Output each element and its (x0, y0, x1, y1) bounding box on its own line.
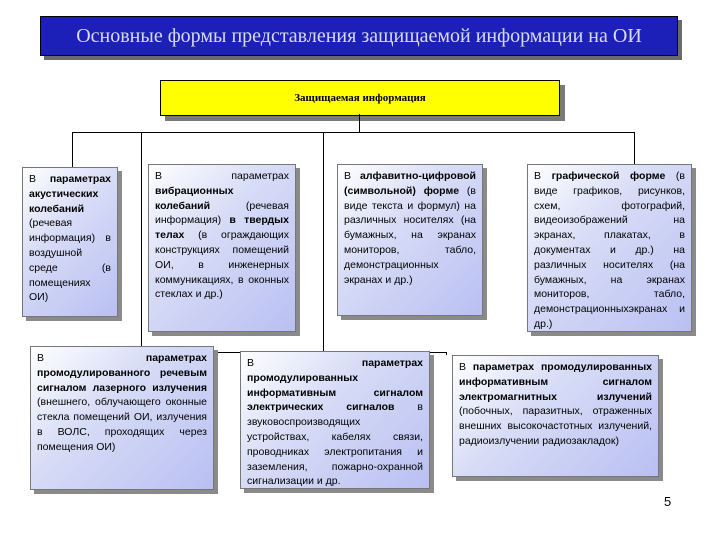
box-acoustic-pre: В (29, 173, 50, 185)
box-acoustic-post: (речевая информация) в воздушной среде (в помещениях ОИ) (29, 217, 111, 304)
box-electric-post: в звуковоспроизводящих устройствах, кабелях связи, проводниках электропитания и заземления, пожарно-охранной сигнализации и др. (247, 401, 423, 488)
slide-title (40, 16, 678, 56)
root-node (160, 80, 560, 116)
box-em-pre: В (459, 361, 473, 373)
connector-em (446, 352, 447, 355)
box-alpha-post: (в виде текста и формул) на различных носителях (на бумажных, на экранах мониторов, табло, демонстрационных экранах и др.) (344, 184, 476, 286)
box-laser-bold: параметрах промодулированного речевым сигналом лазерного излучения (37, 352, 207, 394)
box-laser-post: (внешнего, облучающего оконные стекла помещений ОИ, излучения в ВОЛС, проходящих через помещения ОИ) (37, 396, 207, 453)
box-vibration-mid: (речевая информация) (155, 199, 289, 227)
box-laser (30, 346, 214, 490)
box-vibration-post: (в ограждающих конструкциях помещений ОИ, в инженерных коммуникациях, в оконных стеклах и др.) (155, 229, 289, 301)
slide-title-text: Основные формы представления защищаемой информации на ОИ (76, 24, 642, 47)
connector-vibration (141, 132, 142, 336)
box-graphic-pre: В (534, 170, 552, 182)
root-node-label: Защищаемая информация (294, 92, 426, 104)
box-em-post: (побочных, паразитных, отраженных внешних высокочастотных излучений, радиоизлучении радиозакладок) (459, 405, 652, 447)
connector-alpha (323, 132, 324, 354)
box-graphic-post: (в виде графиков, рисунков, схем, фотографий, видеоизображений на экранах, плакатах, в документах и др.) на различных носителях (на бумажных, на экранах мониторов, табло, демонстрационныхэкранах и др.) (534, 170, 685, 330)
box-alphanumeric (337, 164, 483, 316)
box-vibration-bold2: в твердых телах (155, 214, 289, 242)
box-em-bold: параметрах промодулированных информативным сигналом электромагнитных излучений (459, 361, 652, 403)
connector-laser (141, 336, 142, 346)
box-acoustic-bold: параметрах акустических колебаний (29, 173, 111, 215)
box-graphic (527, 164, 692, 332)
box-graphic-bold: графической форме (551, 170, 666, 182)
box-electric-bold: параметрах промодулированных информативным сигналом электрических сигналов (247, 357, 423, 414)
box-vibration (148, 164, 296, 332)
box-laser-pre: В (37, 352, 146, 364)
connector-acoustic (72, 132, 73, 167)
connector-horizontal-top (72, 132, 634, 133)
box-vibration-pre: В параметрах (155, 170, 289, 182)
box-alpha-bold: алфавитно-цифровой (символьной) форме (344, 170, 476, 197)
connector-graphic (634, 132, 635, 167)
box-acoustic (22, 167, 118, 317)
box-electric (240, 351, 430, 489)
box-vibration-bold: вибрационных колебаний (155, 184, 234, 212)
box-electromagnetic (452, 355, 659, 477)
box-electric-pre: В (247, 357, 362, 369)
page-number: 5 (664, 494, 672, 509)
box-alpha-pre: В (344, 170, 361, 182)
connector-root-down (359, 114, 360, 132)
